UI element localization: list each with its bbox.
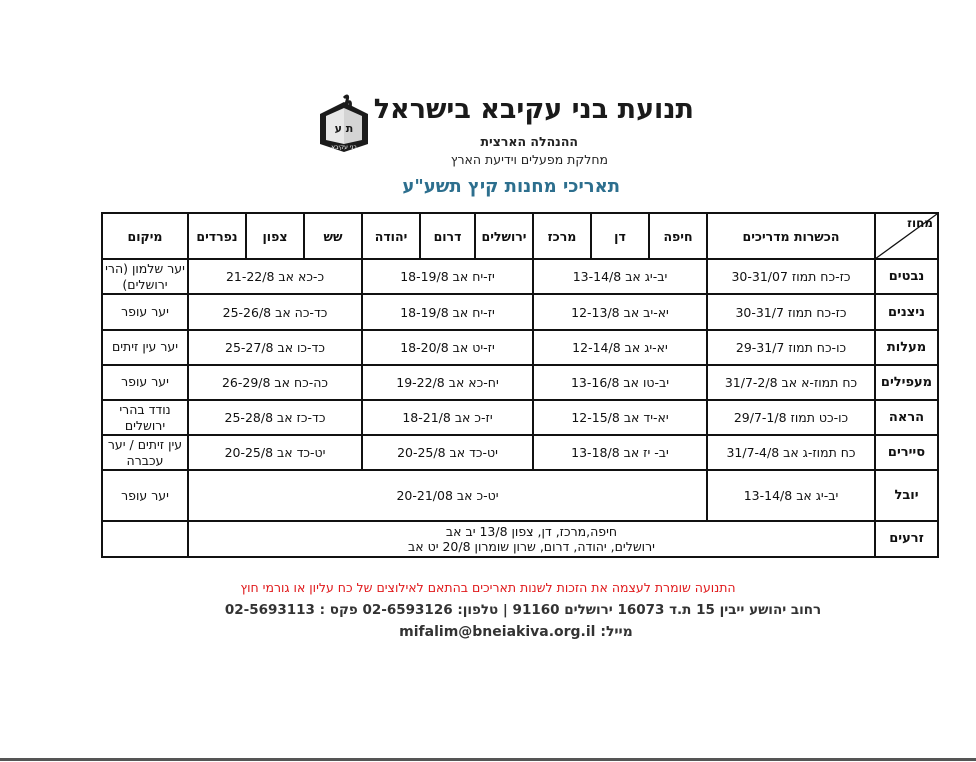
row-dates-group2: יח-כא אב 19-22/8 [362,365,533,400]
row-training: כו-כט תמוז 29/7-1/8 [707,400,875,435]
table-row [102,330,938,365]
row-location: עין זיתים / יער עכברה [102,435,188,470]
row-location: יער עופר [102,294,188,329]
row-dates-group1: יב-יג אב 13-14/8 [533,259,707,294]
row-zraim-dates [188,521,875,557]
organization-title: תנועת בני עקיבא בישראל [373,94,694,125]
row-training: כח תמוז-א אב 31/7-2/8 [707,365,875,400]
row-dates-group3: כד-כו אב 25-27/8 [188,330,362,365]
header-dan: דן [591,213,649,259]
page-bottom-border [0,758,976,761]
row-dates-group3: יט-כד אב 20-25/8 [188,435,362,470]
corner-label: מחוז [907,216,933,230]
row-training: כו-כח תמוז 29-31/7 [707,330,875,365]
table-row-zraim [102,521,938,557]
row-dates-group1: יב-טו אב 13-16/8 [533,365,707,400]
row-location: יער שלמון (הרי ירושלים) [102,259,188,294]
row-district-name: נבטים [875,259,938,294]
header-merkaz: מרכז [533,213,591,259]
row-district-name: יובל [875,470,938,520]
row-dates-group1: יא-יד אב 12-15/8 [533,400,707,435]
contact-email-line [28,624,976,640]
row-dates-group3: כ-כא אב 21-22/8 [188,259,362,294]
header-haifa: חיפה [649,213,707,259]
row-district-name: סיירים [875,435,938,470]
row-district-name: מעפילים [875,365,938,400]
contact-address: רחוב יהושע ייבין 15 ת.ד 16073 ירושלים 91160 | טלפון: 02-6593126 פקס : 02-5693113 [224,602,822,618]
header-location: מיקום [102,213,188,259]
svg-text:ת ע: ת ע [334,122,354,135]
row-dates-group2: יט-כד אב 20-25/8 [362,435,533,470]
row-dates-group2: יז-יח אב 18-19/8 [362,294,533,329]
svg-text:בני עקיבא: בני עקיבא [331,144,357,151]
row-training: יב-יג אב 13-14/8 [707,470,875,520]
table-row [102,365,938,400]
row-dates-group3: כד-כה אב 25-26/8 [188,294,362,329]
row-district-name: מעלות [875,330,938,365]
table-row [102,294,938,329]
header-darom: דרום [420,213,475,259]
table-row [102,259,938,294]
document-title: תאריכי מחנות קיץ תשע"ע [402,176,620,197]
table-row [102,400,938,435]
row-dates-all-groups: יט-כ אב 20-21/08 [188,470,707,520]
row-dates-group2: יז-כ אב 18-21/8 [362,400,533,435]
header-yehuda: יהודה [362,213,420,259]
header-tzafon: צפון [246,213,304,259]
table-row [102,435,938,470]
row-dates-group2: יז-יח אב 18-19/8 [362,259,533,294]
camp-schedule-table [101,212,939,558]
table-header-row [102,213,938,259]
header-nifradim: נפרדים [188,213,246,259]
row-training: כז-כח תמוז 30-31/7 [707,294,875,329]
row-location: יער עופר [102,470,188,520]
zraim-line-1: חיפה,מרכז, דן, צפון 13/8 יב אב [445,523,618,539]
row-location: יער עופר [102,365,188,400]
header-jerusalem: ירושלים [475,213,533,259]
row-district-name: ניצנים [875,294,938,329]
email-address[interactable]: mifalim@bneiakiva.org.il [399,624,596,640]
row-dates-group1: יא-יג אב 12-14/8 [533,330,707,365]
row-location-empty [102,521,188,557]
disclaimer-note: התנועה שומרת לעצמה את הזכות לשנות תאריכים בהתאם לאילוצים של כח עליון או גורמי חוץ [240,580,736,595]
bnei-akiva-logo [316,94,372,154]
row-dates-group1: יב- יז אב 13-18/8 [533,435,707,470]
subtitle-national-management: ההנהלה הארצית [480,134,578,149]
row-district-name: הראה [875,400,938,435]
subtitle-department: מחלקת מפעלים וידיעת הארץ [450,152,608,167]
row-district-name: זרעים [875,521,938,557]
email-label: מייל: [600,624,633,640]
row-training: כח תמוז-ג אב 31/7-4/8 [707,435,875,470]
row-dates-group3: כד-כז אב 25-28/8 [188,400,362,435]
document-header [300,88,700,206]
row-dates-group3: כה-כח אב 26-29/8 [188,365,362,400]
header-corner-district [875,213,938,259]
row-training: כז-כח תמוז 30-31/07 [707,259,875,294]
header-shash: שש [304,213,362,259]
header-training: הכשרות מדריכים [707,213,875,259]
row-dates-group2: יז-יט אב 18-20/8 [362,330,533,365]
zraim-line-2: ירושלים, יהודה, דרום, שרון שומרון 20/8 יט אב [408,538,655,554]
row-dates-group1: יא-יב אב 12-13/8 [533,294,707,329]
table-row-yuval [102,470,938,520]
row-location: נודד בהרי ירושלים [102,400,188,435]
row-location: יער עין זיתים [102,330,188,365]
